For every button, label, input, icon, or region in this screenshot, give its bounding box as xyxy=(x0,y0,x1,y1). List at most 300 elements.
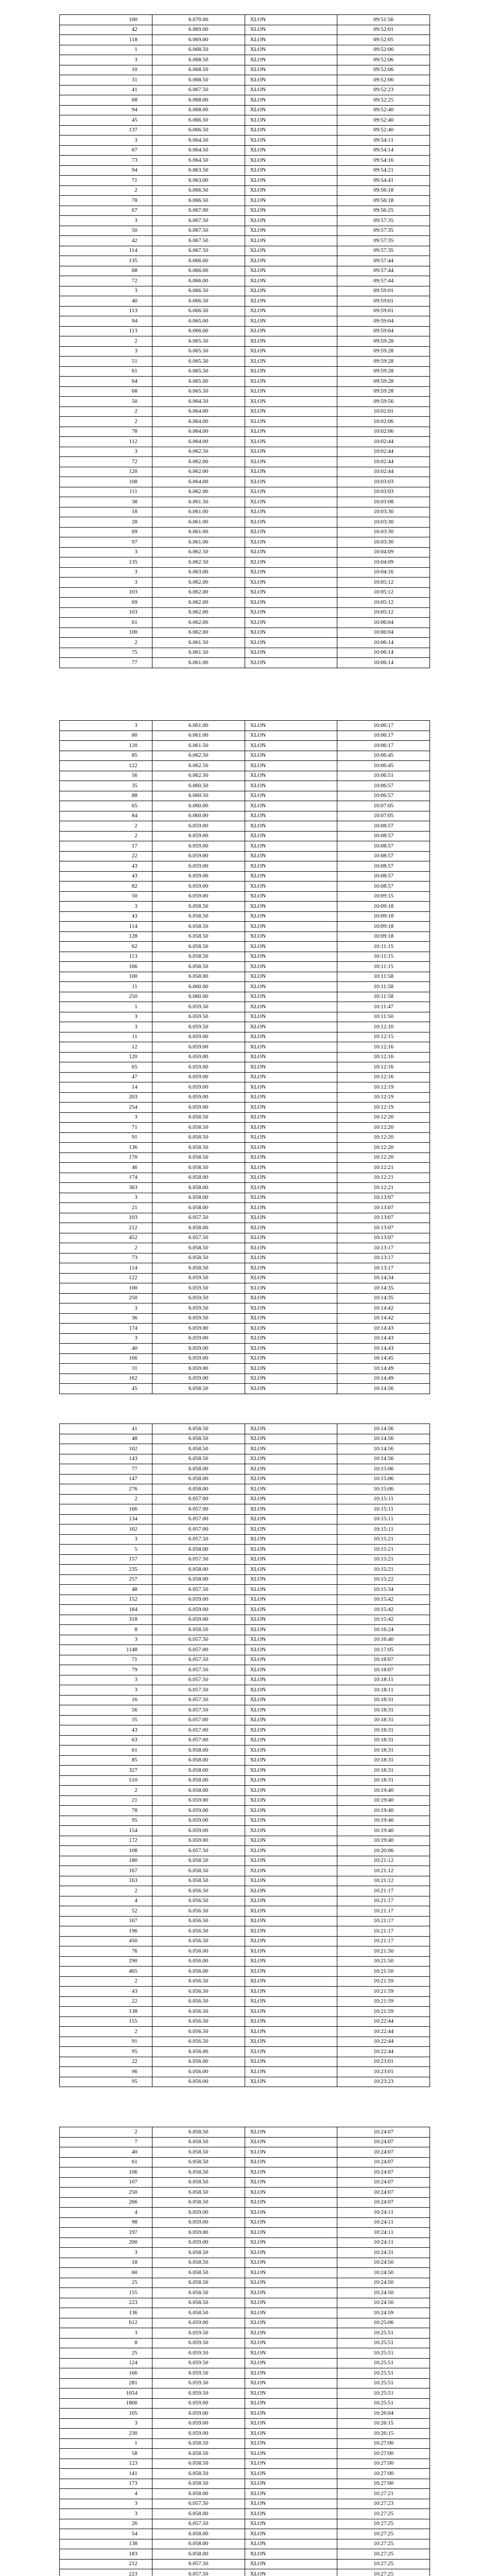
volume-cell: 96 xyxy=(60,2067,152,2077)
table-row xyxy=(60,276,430,286)
volume-cell: 43 xyxy=(60,1987,152,1997)
table-row xyxy=(60,801,430,811)
venue-cell: XLON xyxy=(245,922,337,932)
volume-cell: 250 xyxy=(60,2188,152,2198)
price-cell: 6.058.50 xyxy=(152,2188,245,2198)
price-cell: 6.059.00 xyxy=(152,831,245,841)
venue-cell: XLON xyxy=(245,2388,337,2399)
time-cell: 10:21:50 xyxy=(337,1956,430,1967)
time-cell: 10:11:15 xyxy=(337,952,430,962)
table-row xyxy=(60,286,430,296)
table-row xyxy=(60,607,430,618)
venue-cell: XLON xyxy=(245,1123,337,1133)
volume-cell: 103 xyxy=(60,587,152,598)
table-row xyxy=(60,135,430,146)
venue-cell: XLON xyxy=(245,1132,337,1143)
volume-cell: 73 xyxy=(60,1253,152,1263)
table-row xyxy=(60,2308,430,2318)
volume-cell: 3 xyxy=(60,2248,152,2258)
venue-cell: XLON xyxy=(245,437,337,447)
volume-cell: 71 xyxy=(60,1655,152,1665)
time-cell: 10:03:08 xyxy=(337,497,430,507)
table-row xyxy=(60,185,430,196)
venue-cell: XLON xyxy=(245,871,337,882)
time-cell: 10:06:17 xyxy=(337,741,430,751)
volume-cell: 73 xyxy=(60,156,152,166)
time-cell: 09:59:01 xyxy=(337,306,430,316)
table-row xyxy=(60,1534,430,1545)
time-cell: 10:27:25 xyxy=(337,2559,430,2569)
time-cell: 10:04:09 xyxy=(337,557,430,568)
venue-cell: XLON xyxy=(245,2499,337,2509)
price-cell: 6.059.00 xyxy=(152,1615,245,1625)
volume-cell: 22 xyxy=(60,1996,152,2007)
price-cell: 6.057.00 xyxy=(152,1645,245,1655)
volume-cell: 184 xyxy=(60,1605,152,1615)
price-cell: 6.058.50 xyxy=(152,1444,245,1454)
price-cell: 6.058.00 xyxy=(152,2529,245,2539)
time-cell: 10:05:12 xyxy=(337,578,430,588)
time-cell: 09:54:41 xyxy=(337,176,430,186)
venue-cell: XLON xyxy=(245,2007,337,2017)
venue-cell: XLON xyxy=(245,185,337,196)
time-cell: 09:57:35 xyxy=(337,226,430,236)
table-row xyxy=(60,2549,430,2560)
price-cell: 6.059.00 xyxy=(152,1795,245,1806)
time-cell: 09:57:44 xyxy=(337,256,430,266)
table-row xyxy=(60,1233,430,1243)
venue-cell: XLON xyxy=(245,1816,337,1826)
price-cell: 6.057.00 xyxy=(152,1524,245,1535)
table-row xyxy=(60,1243,430,1253)
table-row xyxy=(60,266,430,276)
time-cell: 10:13:07 xyxy=(337,1223,430,1233)
volume-cell: 68 xyxy=(60,266,152,276)
table-row xyxy=(60,2469,430,2479)
volume-cell: 40 xyxy=(60,2147,152,2158)
table-row xyxy=(60,2438,430,2449)
venue-cell: XLON xyxy=(245,2208,337,2218)
venue-cell: XLON xyxy=(245,1263,337,1274)
venue-cell: XLON xyxy=(245,1795,337,1806)
venue-cell: XLON xyxy=(245,75,337,86)
table-row xyxy=(60,1313,430,1324)
time-cell: 10:14:43 xyxy=(337,1324,430,1334)
venue-cell: XLON xyxy=(245,1846,337,1856)
venue-cell: XLON xyxy=(245,972,337,982)
price-cell: 6.059.00 xyxy=(152,2318,245,2328)
table-row xyxy=(60,2268,430,2278)
price-cell: 6.056.50 xyxy=(152,2007,245,2017)
time-cell: 10:06:17 xyxy=(337,731,430,741)
volume-cell: 61 xyxy=(60,366,152,377)
volume-cell: 95 xyxy=(60,1816,152,1826)
time-cell: 10:18:11 xyxy=(337,1675,430,1685)
volume-cell: 108 xyxy=(60,477,152,487)
venue-cell: XLON xyxy=(245,296,337,307)
venue-cell: XLON xyxy=(245,598,337,608)
price-cell: 6.057.50 xyxy=(152,1585,245,1595)
price-cell: 6.062.00 xyxy=(152,598,245,608)
time-cell: 10:04:09 xyxy=(337,547,430,557)
volume-cell: 112 xyxy=(60,437,152,447)
venue-cell: XLON xyxy=(245,1665,337,1675)
price-cell: 6.057.50 xyxy=(152,2519,245,2529)
table-row xyxy=(60,1062,430,1073)
time-cell: 10:02:44 xyxy=(337,457,430,467)
venue-cell: XLON xyxy=(245,911,337,922)
volume-cell: 172 xyxy=(60,1836,152,1846)
price-cell: 6.058.00 xyxy=(152,2489,245,2499)
time-cell: 10:25:51 xyxy=(337,2368,430,2379)
volume-cell: 152 xyxy=(60,1595,152,1605)
volume-cell: 3 xyxy=(60,216,152,226)
venue-cell: XLON xyxy=(245,1273,337,1283)
table-row xyxy=(60,1193,430,1203)
price-cell: 6.062.50 xyxy=(152,751,245,761)
volume-cell: 38 xyxy=(60,497,152,507)
venue-cell: XLON xyxy=(245,1585,337,1595)
price-cell: 6.059.50 xyxy=(152,1273,245,1283)
price-cell: 6.058.00 xyxy=(152,2539,245,2549)
venue-cell: XLON xyxy=(245,25,337,35)
time-cell: 10:08:57 xyxy=(337,851,430,861)
time-cell: 10:11:58 xyxy=(337,992,430,1002)
volume-cell: 85 xyxy=(60,751,152,761)
time-cell: 10:08:57 xyxy=(337,821,430,832)
venue-cell: XLON xyxy=(245,1474,337,1484)
venue-cell: XLON xyxy=(245,1856,337,1866)
volume-cell: 69 xyxy=(60,527,152,537)
venue-cell: XLON xyxy=(245,587,337,598)
time-cell: 10:27:23 xyxy=(337,2499,430,2509)
volume-cell: 100 xyxy=(60,1283,152,1294)
price-cell: 6.067.50 xyxy=(152,226,245,236)
venue-cell: XLON xyxy=(245,477,337,487)
venue-cell: XLON xyxy=(245,931,337,942)
table-row xyxy=(60,1263,430,1274)
volume-cell: 108 xyxy=(60,1846,152,1856)
time-cell: 10:15:06 xyxy=(337,1484,430,1495)
price-cell: 6.058.00 xyxy=(152,1474,245,1484)
price-cell: 6.056.00 xyxy=(152,2077,245,2087)
price-cell: 6.056.50 xyxy=(152,1936,245,1946)
venue-cell: XLON xyxy=(245,1926,337,1937)
price-cell: 6.056.50 xyxy=(152,1896,245,1906)
price-cell: 6.063.00 xyxy=(152,176,245,186)
venue-cell: XLON xyxy=(245,447,337,457)
table-row xyxy=(60,1655,430,1665)
time-cell: 10:13:17 xyxy=(337,1263,430,1274)
price-cell: 6.058.50 xyxy=(152,1153,245,1163)
volume-cell: 94 xyxy=(60,105,152,115)
venue-cell: XLON xyxy=(245,982,337,992)
table-row xyxy=(60,507,430,517)
table-row xyxy=(60,942,430,952)
time-cell: 10:24:07 xyxy=(337,2137,430,2147)
time-cell: 10:03:03 xyxy=(337,487,430,497)
price-cell: 6.059.00 xyxy=(152,2398,245,2409)
time-cell: 10:27:00 xyxy=(337,2459,430,2469)
time-cell: 10:22:44 xyxy=(337,2037,430,2047)
volume-cell: 52 xyxy=(60,1906,152,1917)
table-row xyxy=(60,1595,430,1605)
table-row xyxy=(60,65,430,75)
table-row xyxy=(60,1585,430,1595)
venue-cell: XLON xyxy=(245,1786,337,1796)
price-cell: 6.056.00 xyxy=(152,2047,245,2057)
price-cell: 6.061.50 xyxy=(152,638,245,648)
table-row xyxy=(60,2569,430,2576)
price-cell: 6.059.00 xyxy=(152,1082,245,1093)
table-row xyxy=(60,1032,430,1042)
venue-cell: XLON xyxy=(245,1444,337,1454)
time-cell: 10:24:50 xyxy=(337,2298,430,2308)
time-cell: 10:13:07 xyxy=(337,1203,430,1213)
venue-cell: XLON xyxy=(245,721,337,731)
table-row xyxy=(60,1625,430,1635)
table-row xyxy=(60,316,430,327)
venue-cell: XLON xyxy=(245,2147,337,2158)
table-row xyxy=(60,447,430,457)
table-row xyxy=(60,2418,430,2429)
time-cell: 10:18:31 xyxy=(337,1775,430,1786)
time-cell: 10:12:20 xyxy=(337,1123,430,1133)
table-row xyxy=(60,952,430,962)
table-row xyxy=(60,2539,430,2549)
time-cell: 10:14:49 xyxy=(337,1364,430,1374)
volume-cell: 94 xyxy=(60,165,152,176)
time-cell: 09:59:56 xyxy=(337,397,430,407)
time-cell: 10:11:58 xyxy=(337,972,430,982)
time-cell: 10:19:40 xyxy=(337,1826,430,1836)
price-cell: 6.058.00 xyxy=(152,1173,245,1183)
table-row xyxy=(60,1916,430,1926)
table-row xyxy=(60,2398,430,2409)
venue-cell: XLON xyxy=(245,1283,337,1294)
price-cell: 6.056.50 xyxy=(152,1926,245,1937)
volume-cell: 2 xyxy=(60,2027,152,2037)
venue-cell: XLON xyxy=(245,2509,337,2519)
price-cell: 6.064.00 xyxy=(152,437,245,447)
venue-cell: XLON xyxy=(245,417,337,427)
price-cell: 6.059.00 xyxy=(152,1816,245,1826)
price-cell: 6.063.00 xyxy=(152,567,245,578)
volume-cell: 1 xyxy=(60,1002,152,1012)
time-cell: 10:26:04 xyxy=(337,2409,430,2419)
venue-cell: XLON xyxy=(245,741,337,751)
table-row xyxy=(60,648,430,658)
table-row xyxy=(60,497,430,507)
time-cell: 09:52:23 xyxy=(337,85,430,95)
price-cell: 6.058.50 xyxy=(152,2167,245,2178)
volume-cell: 21 xyxy=(60,1203,152,1213)
time-cell: 10:15:11 xyxy=(337,1514,430,1524)
venue-cell: XLON xyxy=(245,1213,337,1223)
time-cell: 10:11:15 xyxy=(337,942,430,952)
table-row xyxy=(60,2559,430,2569)
price-cell: 6.058.50 xyxy=(152,911,245,922)
table-row xyxy=(60,871,430,882)
volume-cell: 113 xyxy=(60,306,152,316)
table-row xyxy=(60,1183,430,1193)
table-row xyxy=(60,598,430,608)
trades-table-page-2 xyxy=(59,720,430,1394)
price-cell: 6.058.50 xyxy=(152,962,245,972)
time-cell: 10:18:31 xyxy=(337,1766,430,1776)
venue-cell: XLON xyxy=(245,276,337,286)
volume-cell: 174 xyxy=(60,1324,152,1334)
table-row xyxy=(60,377,430,387)
price-cell: 6.065.50 xyxy=(152,346,245,357)
volume-cell: 128 xyxy=(60,931,152,942)
volume-cell: 2 xyxy=(60,1976,152,1987)
time-cell: 09:56:18 xyxy=(337,196,430,206)
table-row xyxy=(60,125,430,135)
table-row xyxy=(60,2248,430,2258)
volume-cell: 167 xyxy=(60,1866,152,1876)
price-cell: 6.061.00 xyxy=(152,517,245,528)
venue-cell: XLON xyxy=(245,2449,337,2459)
price-cell: 6.058.50 xyxy=(152,952,245,962)
volume-cell: 166 xyxy=(60,962,152,972)
volume-cell: 41 xyxy=(60,85,152,95)
table-row xyxy=(60,2278,430,2288)
volume-cell: 2 xyxy=(60,185,152,196)
price-cell: 6.056.00 xyxy=(152,2057,245,2067)
volume-cell: 138 xyxy=(60,2539,152,2549)
price-cell: 6.059.00 xyxy=(152,821,245,832)
venue-cell: XLON xyxy=(245,15,337,25)
volume-cell: 62 xyxy=(60,942,152,952)
time-cell: 10:24:07 xyxy=(337,2177,430,2188)
time-cell: 10:14:56 xyxy=(337,1384,430,1394)
volume-cell: 35 xyxy=(60,1715,152,1725)
price-cell: 6.058.00 xyxy=(152,1745,245,1756)
price-cell: 6.069.00 xyxy=(152,25,245,35)
price-cell: 6.058.50 xyxy=(152,1253,245,1263)
price-cell: 6.059.50 xyxy=(152,1303,245,1314)
time-cell: 10:21:17 xyxy=(337,1916,430,1926)
volume-cell: 17 xyxy=(60,841,152,852)
price-cell: 6.058.50 xyxy=(152,2469,245,2479)
venue-cell: XLON xyxy=(245,1896,337,1906)
time-cell: 10:12:19 xyxy=(337,1082,430,1093)
table-row xyxy=(60,467,430,477)
table-row xyxy=(60,1123,430,1133)
venue-cell: XLON xyxy=(245,2127,337,2138)
trades-table-page-4 xyxy=(59,2127,430,2576)
venue-cell: XLON xyxy=(245,487,337,497)
venue-cell: XLON xyxy=(245,1936,337,1946)
venue-cell: XLON xyxy=(245,1554,337,1565)
price-cell: 6.058.50 xyxy=(152,1243,245,1253)
venue-cell: XLON xyxy=(245,517,337,528)
time-cell: 10:18:07 xyxy=(337,1655,430,1665)
trades-table-page-1 xyxy=(59,14,430,668)
venue-cell: XLON xyxy=(245,246,337,256)
price-cell: 6.064.50 xyxy=(152,145,245,156)
venue-cell: XLON xyxy=(245,2398,337,2409)
volume-cell: 174 xyxy=(60,1173,152,1183)
price-cell: 6.058.00 xyxy=(152,1574,245,1585)
table-row xyxy=(60,1112,430,1123)
table-row xyxy=(60,55,430,65)
time-cell: 10:16:24 xyxy=(337,1625,430,1635)
time-cell: 10:12:20 xyxy=(337,1112,430,1123)
time-cell: 10:12:20 xyxy=(337,1143,430,1153)
volume-cell: 64 xyxy=(60,377,152,387)
time-cell: 10:15:22 xyxy=(337,1574,430,1585)
venue-cell: XLON xyxy=(245,2418,337,2429)
time-cell: 10:26:15 xyxy=(337,2429,430,2439)
venue-cell: XLON xyxy=(245,1002,337,1012)
price-cell: 6.059.50 xyxy=(152,1022,245,1032)
time-cell: 10:12:21 xyxy=(337,1163,430,1173)
volume-cell: 2 xyxy=(60,2127,152,2138)
venue-cell: XLON xyxy=(245,2459,337,2469)
price-cell: 6.058.00 xyxy=(152,1565,245,1575)
time-cell: 10:14:56 xyxy=(337,1434,430,1444)
table-row xyxy=(60,437,430,447)
time-cell: 10:13:07 xyxy=(337,1193,430,1203)
table-row xyxy=(60,721,430,731)
venue-cell: XLON xyxy=(245,801,337,811)
table-row xyxy=(60,326,430,336)
time-cell: 10:05:12 xyxy=(337,607,430,618)
venue-cell: XLON xyxy=(245,607,337,618)
venue-cell: XLON xyxy=(245,165,337,176)
table-row xyxy=(60,1866,430,1876)
volume-cell: 45 xyxy=(60,1384,152,1394)
table-row xyxy=(60,861,430,872)
table-row xyxy=(60,1886,430,1896)
volume-cell: 510 xyxy=(60,1775,152,1786)
venue-cell: XLON xyxy=(245,115,337,126)
table-row xyxy=(60,406,430,417)
time-cell: 10:27:00 xyxy=(337,2449,430,2459)
time-cell: 10:15:21 xyxy=(337,1545,430,1555)
table-row xyxy=(60,1554,430,1565)
price-cell: 6.059.50 xyxy=(152,1002,245,1012)
table-row xyxy=(60,2167,430,2178)
volume-cell: 78 xyxy=(60,196,152,206)
venue-cell: XLON xyxy=(245,2157,337,2167)
venue-cell: XLON xyxy=(245,366,337,377)
venue-cell: XLON xyxy=(245,557,337,568)
volume-cell: 36 xyxy=(60,1313,152,1324)
table-row xyxy=(60,115,430,126)
table-row xyxy=(60,1816,430,1826)
venue-cell: XLON xyxy=(245,1826,337,1836)
price-cell: 6.058.50 xyxy=(152,1856,245,1866)
venue-cell: XLON xyxy=(245,1916,337,1926)
volume-cell: 3 xyxy=(60,2328,152,2338)
price-cell: 6.059.00 xyxy=(152,1052,245,1062)
time-cell: 10:25:51 xyxy=(337,2348,430,2359)
venue-cell: XLON xyxy=(245,1143,337,1153)
volume-cell: 2 xyxy=(60,1786,152,1796)
time-cell: 10:15:21 xyxy=(337,1565,430,1575)
price-cell: 6.064.00 xyxy=(152,417,245,427)
volume-cell: 106 xyxy=(60,2167,152,2178)
table-row xyxy=(60,1444,430,1454)
venue-cell: XLON xyxy=(245,1193,337,1203)
venue-cell: XLON xyxy=(245,2559,337,2569)
venue-cell: XLON xyxy=(245,1434,337,1444)
table-row xyxy=(60,902,430,912)
table-row xyxy=(60,1565,430,1575)
